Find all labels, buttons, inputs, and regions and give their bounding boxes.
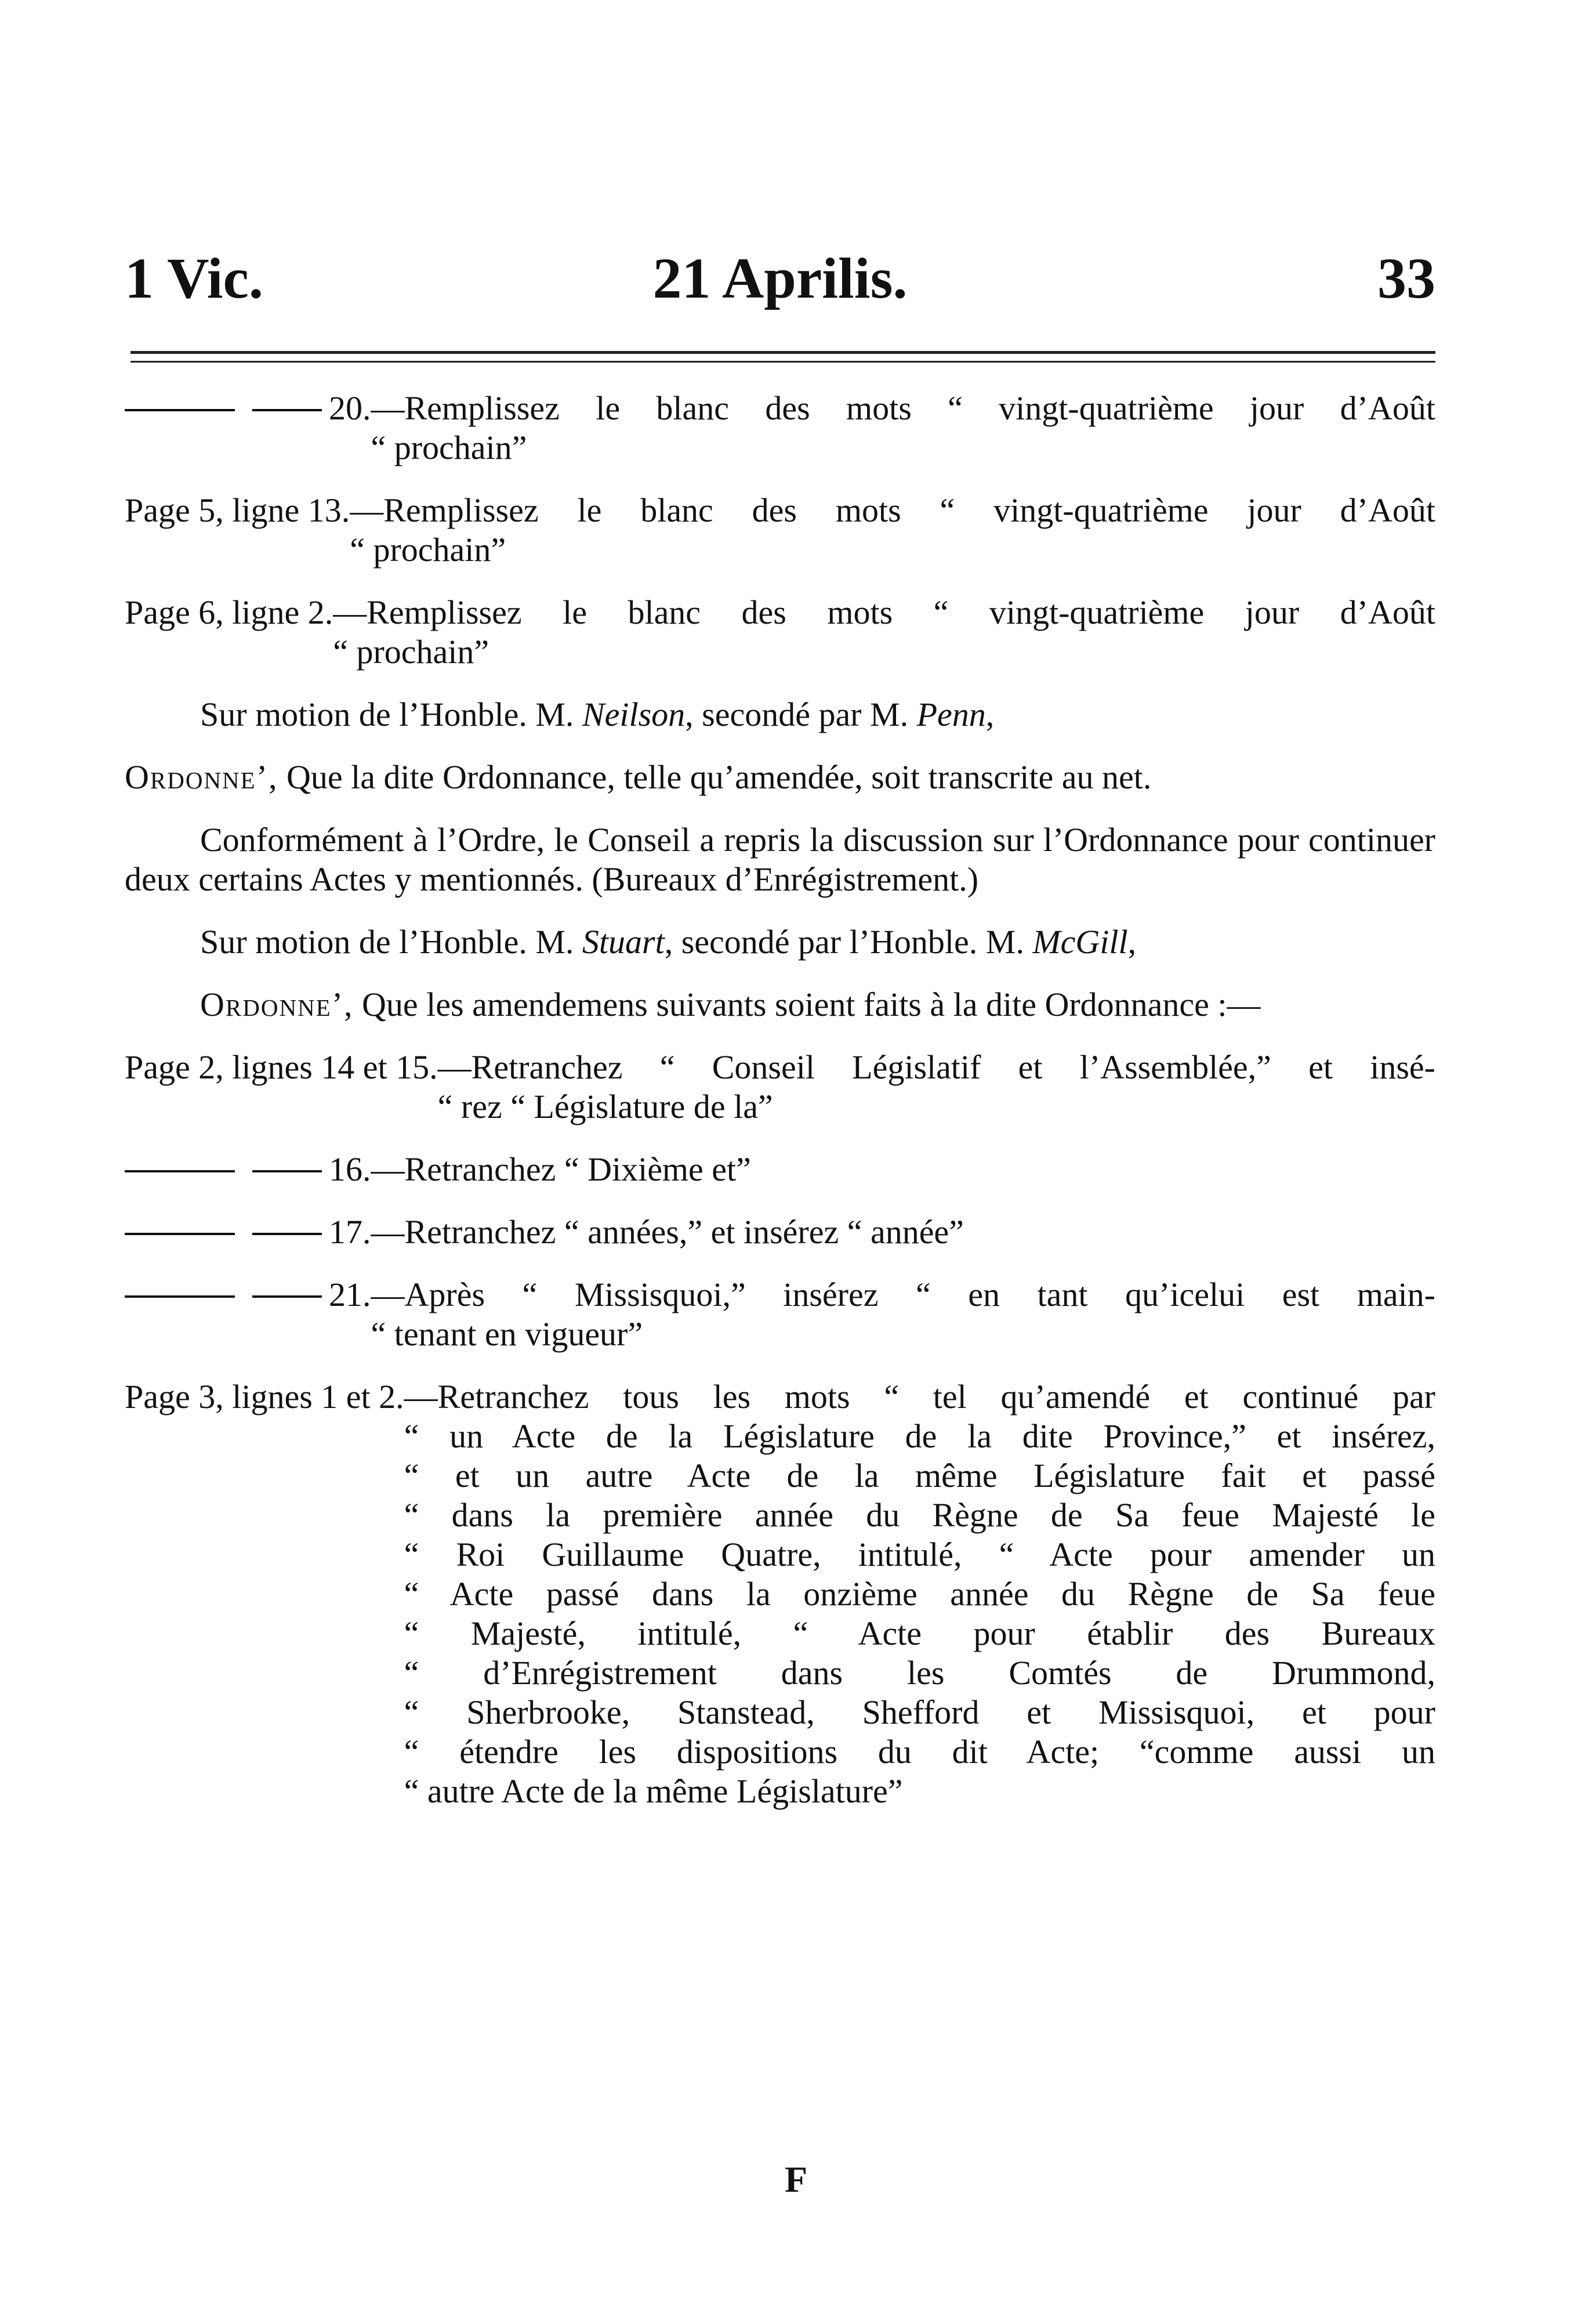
journal-body [125, 389, 1435, 1834]
amendment-entry [125, 1212, 1435, 1252]
entry-line: “ autre Acte de la même Législature” [404, 1772, 903, 1810]
motion-text: Sur motion de l’Honble. M. [200, 696, 582, 733]
motion-text: , secondé par l’Honble. M. [664, 923, 1033, 961]
page-number: 33 [1377, 246, 1435, 310]
motion-text: , [1127, 923, 1137, 961]
ditto-dash [252, 409, 322, 411]
amendment-entry [125, 593, 1435, 672]
entry-line: “ Majesté, intitulé, “ Acte pour établir des Bureaux [404, 1615, 1435, 1652]
entry-line: “ tenant en vigueur” [371, 1315, 643, 1353]
entry-line: “ d’Enrégistrement dans les Comtés de Drummond, [404, 1654, 1435, 1692]
entry-text [371, 1212, 1436, 1252]
signature-mark: F [784, 2159, 808, 2200]
page-line-ref: Page 3, lignes 1 et 2. [125, 1378, 404, 1416]
amendment-entry [125, 1150, 1435, 1189]
entry-lead [125, 1377, 404, 1417]
running-header [125, 244, 1435, 325]
entry-line: “ prochain” [371, 429, 527, 466]
amendment-entry [125, 1048, 1435, 1127]
header-date: 21 Aprilis. [652, 246, 908, 310]
seconder-name: McGill [1032, 923, 1128, 961]
seconder-name: Penn [916, 696, 986, 733]
entry-line: “ Sherbrooke, Stanstead, Shefford et Missisquoi, et pour [404, 1693, 1435, 1731]
motion-paragraph [125, 922, 1435, 962]
motion-text: , [985, 696, 995, 733]
entry-text [438, 1048, 1435, 1127]
line-number: 16. [329, 1150, 371, 1188]
order-label: Ordonne’, [125, 758, 278, 796]
entry-line: —Retranchez “ années,” et insérez “ année” [371, 1213, 964, 1251]
page-line-ref: Page 5, ligne 13. [125, 491, 350, 529]
entry-line: “ rez “ Législature de la” [437, 1088, 773, 1125]
entry-text [371, 389, 1436, 468]
line-number: 20. [329, 389, 371, 427]
order-text: Que les amendemens suivants soient faits à la dite Ordonnance :— [353, 986, 1261, 1023]
entry-line: —Remplissez le blanc des mots “ vingt-quatrième jour d’Août [371, 389, 1435, 427]
header-rule-thick [130, 351, 1435, 354]
entry-line: “ dans la première année du Règne de Sa feue Majesté le [404, 1496, 1435, 1534]
header-rule-thin [130, 361, 1435, 363]
entry-line: “ un Acte de la Législature de la dite Province,” et insérez, [404, 1417, 1435, 1455]
amendment-entry [125, 1275, 1435, 1354]
order-label: Ordonne’, [200, 986, 354, 1023]
order-paragraph [125, 985, 1435, 1025]
ditto-dash [252, 1233, 322, 1235]
entry-text [371, 1275, 1436, 1354]
ditto-dash [252, 1295, 322, 1298]
mover-name: Stuart [582, 923, 665, 961]
mover-name: Neilson [582, 696, 686, 733]
entry-line: “ et un autre Acte de la même Législature fait et passé [404, 1457, 1435, 1494]
entry-text [371, 1150, 1436, 1189]
amendment-entry [125, 389, 1435, 468]
line-number: 17. [329, 1213, 371, 1251]
entry-lead [125, 1212, 371, 1252]
entry-lead [125, 1048, 438, 1087]
entry-line: “ prochain” [350, 531, 506, 569]
entry-text [404, 1377, 1435, 1811]
entry-text [350, 491, 1435, 570]
entry-lead [125, 593, 333, 632]
entry-line: —Remplissez le blanc des mots “ vingt-quatrième jour d’Août [350, 491, 1435, 529]
ditto-dash [125, 1233, 235, 1235]
entry-lead [125, 491, 350, 530]
conformement-paragraph: Conformément à l’Ordre, le Conseil a repris la discussion sur l’Ordonnance pour continuer deux certains Actes y mentionnés. (Bureaux d’Enrégistrement.) [125, 821, 1435, 898]
ditto-dash [125, 409, 235, 411]
entry-line: “ Acte passé dans la onzième année du Règne de Sa feue [404, 1575, 1435, 1613]
entry-lead [125, 389, 371, 428]
amendment-entry [125, 1377, 1435, 1811]
page-line-ref: Page 2, lignes 14 et 15. [125, 1048, 438, 1086]
entry-line: “ Roi Guillaume Quatre, intitulé, “ Acte pour amender un [404, 1536, 1435, 1573]
order-text: Que la dite Ordonnance, telle qu’amendée, soit transcrite au net. [278, 758, 1152, 796]
entry-line: “ prochain” [333, 633, 489, 671]
entry-lead [125, 1275, 371, 1315]
entry-line: —Retranchez “ Conseil Législatif et l’Assemblée,” et insé- [437, 1048, 1435, 1086]
ditto-dash [125, 1170, 235, 1172]
motion-text: , secondé par M. [685, 696, 917, 733]
motion-text: Sur motion de l’Honble. M. [200, 923, 582, 961]
entry-text [333, 593, 1435, 672]
motion-paragraph [125, 695, 1435, 734]
ditto-dash [252, 1170, 322, 1172]
entry-line: “ étendre les dispositions du dit Acte; “comme aussi un [404, 1733, 1435, 1771]
page-line-ref: Page 6, ligne 2. [125, 593, 333, 631]
entry-lead [125, 1150, 371, 1189]
order-paragraph [125, 758, 1435, 797]
line-number: 21. [329, 1276, 371, 1313]
header-regnal-year: 1 Vic. [125, 246, 263, 310]
ditto-dash [125, 1295, 235, 1298]
entry-line: —Retranchez tous les mots “ tel qu’amendé et continué par [404, 1378, 1435, 1416]
entry-line: —Après “ Missisquoi,” insérez “ en tant qu’icelui est main- [371, 1276, 1435, 1313]
entry-line: —Remplissez le blanc des mots “ vingt-quatrième jour d’Août [333, 593, 1435, 631]
amendment-entry [125, 491, 1435, 570]
entry-line: —Retranchez “ Dixième et” [371, 1150, 751, 1188]
